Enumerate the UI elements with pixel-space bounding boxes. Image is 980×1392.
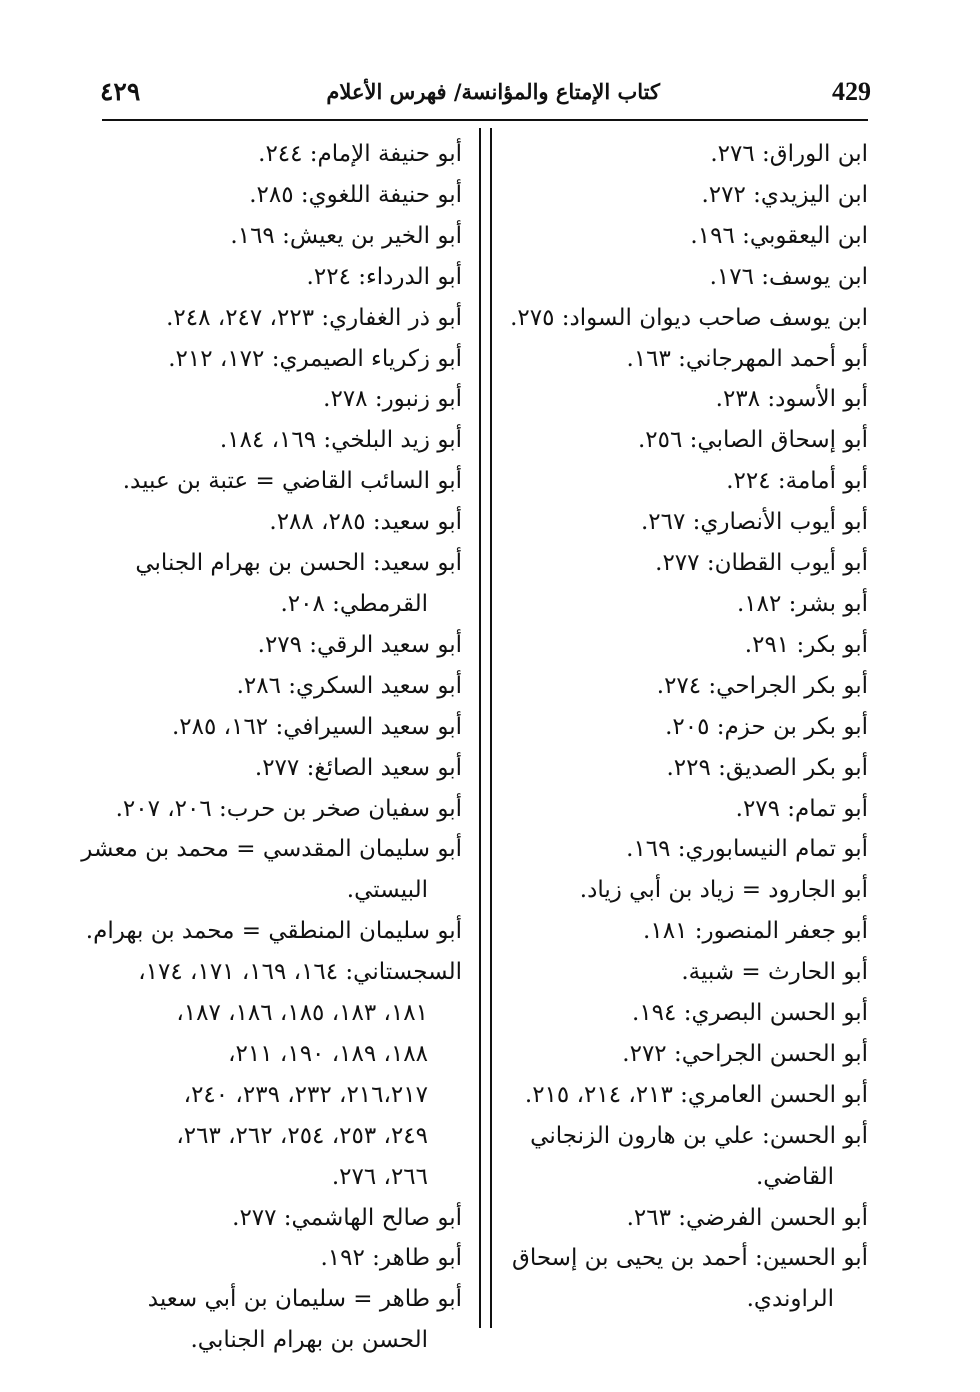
index-entry: أبو سعيد السكري: ٢٨٦. bbox=[236, 672, 462, 699]
index-entry: أبو إسحاق الصابي: ٢٥٦. bbox=[637, 427, 868, 454]
index-entry: أبو طاهر = سليمان بن أبي سعيد bbox=[147, 1286, 462, 1313]
index-entry: أبو زنبور: ٢٧٨. bbox=[323, 386, 462, 413]
index-entry: أبو أيوب القطان: ٢٧٧. bbox=[655, 550, 868, 577]
index-entry: أبو بكر: ٢٩١. bbox=[744, 631, 868, 658]
running-header-title: كتاب الإمتاع والمؤانسة/ فهرس الأعلام bbox=[326, 79, 660, 104]
index-entry: أبو حنيفة اللغوي: ٢٨٥. bbox=[249, 181, 462, 208]
column-divider-line bbox=[490, 128, 492, 1328]
index-entry: أبو الحسين: أحمد بن يحيى بن إسحاق bbox=[511, 1245, 868, 1272]
index-entry: أبو الحسن الفرضي: ٢٦٣. bbox=[626, 1204, 868, 1231]
index-entry-continuation: ١٨٨، ١٨٩، ١٩٠، ٢١١، bbox=[228, 1040, 428, 1067]
index-entry: أبو الحسن العامري: ٢١٣، ٢١٤، ٢١٥. bbox=[524, 1081, 868, 1108]
index-column-left bbox=[81, 134, 462, 1361]
index-entry: أبو طاهر: ١٩٢. bbox=[320, 1245, 462, 1272]
index-entry: أبو الدرداء: ٢٢٤. bbox=[306, 263, 462, 290]
index-entry: أبو السائب القاضي = عتبة بن عبيد. bbox=[122, 468, 462, 495]
index-entry: أبو الخير بن يعيش: ١٦٩. bbox=[230, 222, 462, 249]
index-entry: أبو الحسن البصري: ١٩٤. bbox=[632, 1000, 868, 1027]
index-entry: أبو الحارث = شبية. bbox=[681, 959, 868, 986]
index-entry: أبو سعيد: الحسن بن بهرام الجنابي bbox=[135, 550, 462, 577]
index-entry: ابن يوسف صاحب ديوان السواد: ٢٧٥. bbox=[510, 304, 868, 331]
index-entry: أبو حنيفة الإمام: ٢٤٤. bbox=[258, 141, 462, 167]
index-entry: أبو سعيد: ٢٨٥، ٢٨٨. bbox=[269, 509, 462, 536]
index-entry-continuation: الراوندي. bbox=[746, 1286, 834, 1313]
index-entry-continuation: ٢٦٦، ٢٧٦. bbox=[331, 1163, 428, 1190]
column-divider-line bbox=[479, 128, 481, 1328]
page-number-arabic: ٤٢٩ bbox=[100, 77, 141, 106]
index-entry-continuation: القاضي. bbox=[755, 1163, 834, 1190]
index-entry: أبو سعيد السيرافي: ١٦٢، ٢٨٥. bbox=[171, 713, 462, 740]
index-entry-continuation: القرمطي: ٢٠٨. bbox=[280, 590, 428, 617]
index-entry: أبو تمام النيسابوري: ١٦٩. bbox=[626, 836, 868, 863]
index-entry: أبو بشر: ١٨٢. bbox=[736, 590, 868, 617]
index-entry-continuation: ٢٤٩، ٢٥٣، ٢٥٤، ٢٦٢، ٢٦٣، bbox=[176, 1122, 428, 1149]
index-entry: أبو ذر الغفاري: ٢٢٣، ٢٤٧، ٢٤٨. bbox=[166, 304, 462, 331]
index-entry: أبو أحمد المهرجاني: ١٦٣. bbox=[626, 345, 868, 372]
index-entry: ابن اليزيدي: ٢٧٢. bbox=[701, 181, 868, 208]
index-entry: أبو صالح الهاشمي: ٢٧٧. bbox=[232, 1204, 462, 1231]
index-entry-continuation: البيستي. bbox=[346, 877, 428, 904]
index-entry: أبو سليمان المنطقي = محمد بن بهرام. bbox=[85, 918, 462, 945]
index-entry: أبو الحسن: علي بن هارون الزنجاني bbox=[530, 1122, 868, 1149]
index-entry: أبو الأسود: ٢٣٨. bbox=[715, 386, 868, 413]
index-entry-continuation: ٢١٦،٢١٧، ٢٣٢، ٢٣٩، ٢٤٠، bbox=[183, 1081, 428, 1108]
index-entry: أبو أمامة: ٢٢٤. bbox=[726, 468, 868, 495]
index-entry: أبو سفيان صخر بن حرب: ٢٠٦، ٢٠٧. bbox=[115, 795, 462, 822]
index-entry: أبو سليمان المقدسي = محمد بن معشر bbox=[81, 836, 462, 863]
index-entry: أبو بكر الجراحي: ٢٧٤. bbox=[656, 672, 868, 699]
index-entry: أبو زكرياء الصيمري: ١٧٢، ٢١٢. bbox=[168, 345, 462, 372]
index-entry-continuation: ١٨١، ١٨٣، ١٨٥، ١٨٦، ١٨٧، bbox=[176, 1000, 428, 1027]
index-entry: ابن يوسف: ١٧٦. bbox=[709, 263, 868, 290]
index-entry: أبو أيوب الأنصاري: ٢٦٧. bbox=[640, 509, 868, 536]
index-entry: أبو سعيد الصائغ: ٢٧٧. bbox=[254, 754, 462, 781]
index-entry: ابن الوراق: ٢٧٦. bbox=[710, 141, 868, 167]
page-number-latin: 429 bbox=[832, 77, 871, 106]
index-entry-continuation: الحسن بن بهرام الجنابي. bbox=[190, 1327, 428, 1354]
index-entry: أبو سعيد الرقي: ٢٧٩. bbox=[257, 631, 462, 658]
index-entry: أبو تمام: ٢٧٩. bbox=[735, 795, 868, 822]
index-entry: السجستاني: ١٦٤، ١٦٩، ١٧١، ١٧٤، bbox=[138, 959, 462, 986]
header-rule bbox=[102, 119, 868, 121]
index-entry: أبو جعفر المنصور: ١٨١. bbox=[643, 918, 868, 945]
index-entry: أبو بكر الصديق: ٢٢٩. bbox=[666, 754, 868, 781]
index-entry: ابن اليعقوبي: ١٩٦. bbox=[690, 222, 868, 249]
index-entry: أبو الحسن الجراحي: ٢٧٢. bbox=[622, 1040, 868, 1067]
index-entry: أبو زيد البلخي: ١٦٩، ١٨٤. bbox=[219, 427, 462, 454]
index-entry: أبو الجارود = زياد بن أبي زياد. bbox=[579, 877, 868, 904]
index-column-right bbox=[506, 134, 868, 1320]
index-entry: أبو بكر بن حزم: ٢٠٥. bbox=[665, 713, 868, 740]
